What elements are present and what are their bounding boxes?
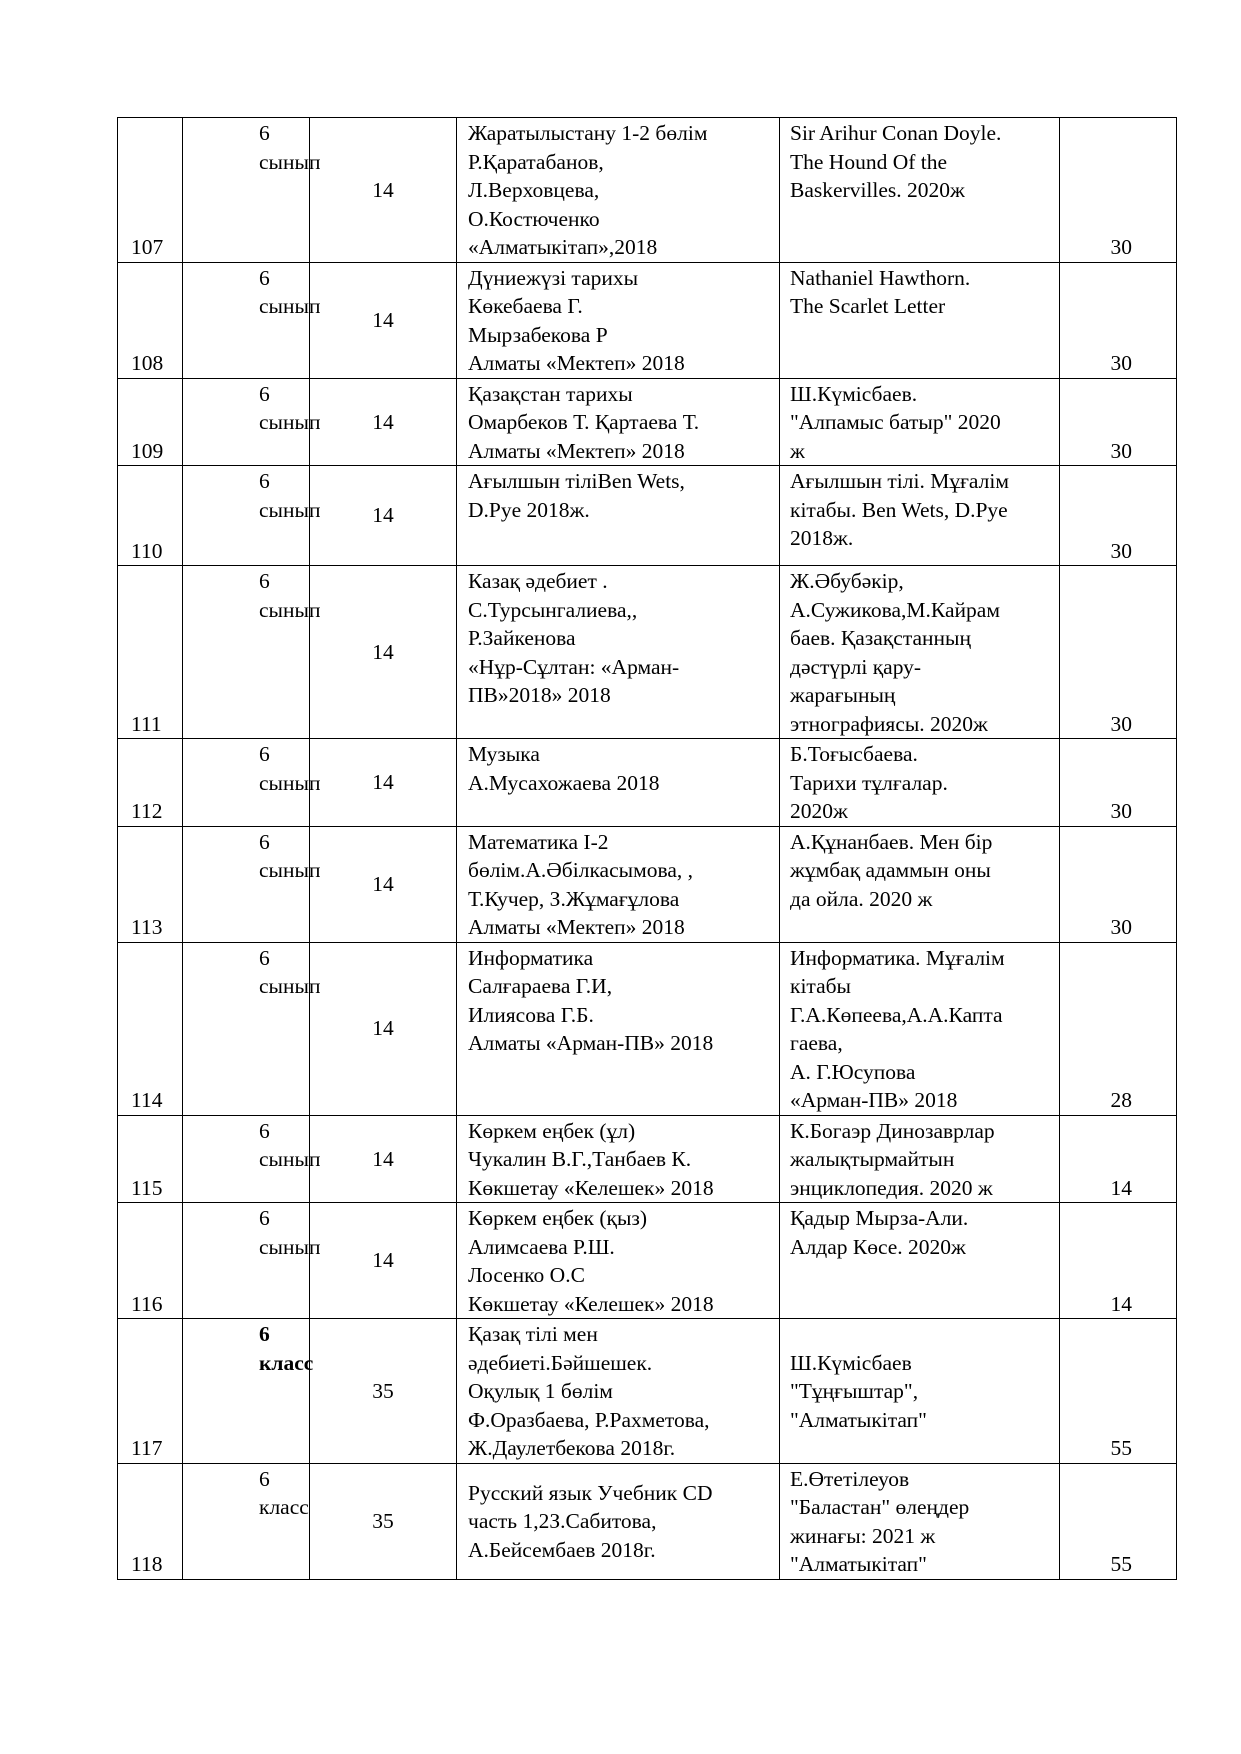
reading-book-line: Е.Өтетілеуов (790, 1466, 910, 1491)
reading-book-line: The Scarlet Letter (790, 294, 946, 318)
quantity-cell: 14 (310, 466, 457, 566)
row-number: 111 (118, 566, 183, 739)
textbook-cell (457, 1115, 780, 1203)
textbook-cell (457, 826, 780, 942)
textbook-line: Мырзабекова Р (468, 322, 608, 347)
reading-book-line: Тарихи тұлғалар. (790, 770, 948, 795)
row-number: 112 (118, 739, 183, 827)
reading-book-line: "Алпамыс батыр" 2020 (790, 410, 1001, 434)
grade-cell: 6 сынып (183, 1203, 310, 1319)
reading-book-line: К.Богаэр Динозаврлар (790, 1118, 995, 1143)
textbook-cell (457, 466, 780, 566)
quantity-cell: 14 (310, 942, 457, 1115)
reading-book-cell (780, 739, 1060, 827)
reading-book-line: А. Г.Юсупова (790, 1059, 916, 1084)
textbook-line: Т.Кучер, З.Жұмағұлова (468, 886, 680, 911)
reading-book-line: А.Сужикова,М.Кайрам (790, 597, 1000, 622)
reading-book-line: "Тұңғыштар", (790, 1379, 919, 1403)
quantity-cell: 14 (310, 378, 457, 466)
grade-cell: 6 сынып (183, 826, 310, 942)
table-row (118, 739, 1177, 827)
grade-cell: 6 сынып (183, 378, 310, 466)
row-number: 116 (118, 1203, 183, 1319)
reading-book-line: баев. Қазақстанның (790, 626, 971, 650)
quantity-cell: 35 (310, 1319, 457, 1464)
grade-cell: 6 класс (183, 1463, 310, 1579)
reading-book-line: этнографиясы. 2020ж (790, 711, 988, 736)
row-number: 118 (118, 1463, 183, 1579)
textbook-line: Көркем еңбек (қыз) (468, 1206, 648, 1230)
textbook-line: Дүниежүзі тарихы (468, 265, 639, 290)
textbook-line: О.Костюченко (468, 206, 600, 231)
row-number: 110 (118, 466, 183, 566)
reading-book-cell (780, 566, 1060, 739)
textbook-line: Казақ әдебиет . (468, 569, 608, 593)
table-row (118, 466, 1177, 566)
reading-book-line: Nathaniel Hawthorn. (790, 265, 971, 290)
reading-book-line: энциклопедия. 2020 ж (790, 1175, 993, 1200)
grade-cell: 6 сынып (183, 739, 310, 827)
textbook-line: D.Pye 2018ж. (468, 497, 590, 522)
textbook-cell (457, 118, 780, 263)
textbook-cell (457, 942, 780, 1115)
textbook-line: Алимсаева Р.Ш. (468, 1234, 615, 1259)
reading-book-line: 2020ж (790, 799, 848, 823)
grade-cell: 6 сынып (183, 566, 310, 739)
copies-cell: 14 (1060, 1203, 1177, 1319)
quantity-cell: 14 (310, 1115, 457, 1203)
reading-book-line: ж (790, 438, 805, 463)
textbook-line: Р.Қаратабанов, (468, 149, 604, 174)
reading-book-line: «Арман-ПВ» 2018 (790, 1088, 958, 1112)
reading-book-line: Ағылшын тілі. Мұғалім (790, 469, 1009, 493)
reading-book-line: Ж.Әбубәкір, (790, 569, 904, 593)
copies-cell: 30 (1060, 262, 1177, 378)
textbook-cell (457, 262, 780, 378)
textbook-cell (457, 378, 780, 466)
textbook-line: «Алматыкітап»,2018 (468, 235, 658, 259)
reading-book-cell (780, 942, 1060, 1115)
reading-book-cell (780, 262, 1060, 378)
textbook-cell (457, 566, 780, 739)
reading-book-cell (780, 826, 1060, 942)
textbook-line: Алматы «Мектеп» 2018 (468, 915, 685, 939)
textbook-line: Илиясова Г.Б. (468, 1002, 594, 1027)
textbook-line: А.Мусахожаева 2018 (468, 770, 660, 795)
copies-cell: 30 (1060, 739, 1177, 827)
table-row (118, 378, 1177, 466)
textbook-cell (457, 1463, 780, 1579)
reading-book-cell (780, 1319, 1060, 1464)
reading-book-line: "Алматыкітап" (790, 1407, 927, 1432)
grade-cell: 6 класс (183, 1319, 310, 1464)
reading-book-cell (780, 1203, 1060, 1319)
reading-book-cell (780, 378, 1060, 466)
reading-book-line: жалықтырмайтын (790, 1147, 955, 1171)
table-row (118, 566, 1177, 739)
textbook-line: Алматы «Мектеп» 2018 (468, 438, 685, 463)
textbook-line: «Нұр-Сұлтан: «Арман- (468, 654, 680, 679)
reading-book-line: Baskervilles. 2020ж (790, 178, 965, 202)
textbook-cell (457, 1203, 780, 1319)
textbook-cell (457, 739, 780, 827)
table-row (118, 262, 1177, 378)
reading-book-cell (780, 118, 1060, 263)
reading-book-line: дәстүрлі қару- (790, 654, 922, 679)
textbook-line: Ж.Даулетбекова 2018г. (468, 1436, 676, 1460)
reading-book-line: гаева, (790, 1031, 843, 1055)
table-row (118, 826, 1177, 942)
grade-cell: 6 сынып (183, 1115, 310, 1203)
table-row (118, 1463, 1177, 1579)
quantity-cell: 14 (310, 739, 457, 827)
table-row (118, 1203, 1177, 1319)
copies-cell: 30 (1060, 378, 1177, 466)
textbook-line: Лосенко О.С (468, 1263, 585, 1287)
grade-cell: 6 сынып (183, 262, 310, 378)
textbook-line: С.Турсынгалиева,, (468, 597, 638, 622)
grade-cell: 6 сынып (183, 942, 310, 1115)
textbook-line: Ф.Оразбаева, Р.Рахметова, (468, 1407, 710, 1432)
textbook-line: часть 1,2З.Сабитова, (468, 1509, 657, 1534)
copies-cell: 14 (1060, 1115, 1177, 1203)
reading-book-line: да ойла. 2020 ж (790, 886, 933, 911)
textbook-line: Көкшетау «Келешек» 2018 (468, 1175, 714, 1200)
grade-cell: 6 сынып (183, 466, 310, 566)
reading-book-line: кітабы (790, 974, 852, 998)
row-number: 114 (118, 942, 183, 1115)
reading-book-cell (780, 1115, 1060, 1203)
reading-book-line: А.Құнанбаев. Мен бір (790, 829, 993, 854)
row-number: 109 (118, 378, 183, 466)
copies-cell: 30 (1060, 466, 1177, 566)
quantity-cell: 14 (310, 262, 457, 378)
row-number: 115 (118, 1115, 183, 1203)
quantity-cell: 14 (310, 1203, 457, 1319)
reading-book-line: Информатика. Мұғалім (790, 945, 1005, 970)
reading-book-line: The Hound Of the (790, 149, 948, 174)
reading-book-line: Қадыр Мырза-Али. (790, 1206, 969, 1230)
reading-book-line: 2018ж. (790, 526, 854, 550)
reading-book-cell (780, 1463, 1060, 1579)
copies-cell: 28 (1060, 942, 1177, 1115)
textbook-line: әдебиеті.Бәйшешек. (468, 1350, 653, 1375)
reading-book-line: Алдар Көсе. 2020ж (790, 1234, 966, 1259)
textbook-line: Жаратылыстану 1-2 бөлім (468, 121, 708, 145)
textbook-line: Көкебаева Г. (468, 294, 583, 318)
textbook-line: А.Бейсембаев 2018г. (468, 1537, 656, 1562)
textbook-line: Чукалин В.Г.,Танбаев К. (468, 1147, 692, 1171)
row-number: 117 (118, 1319, 183, 1464)
textbook-cell (457, 1319, 780, 1464)
reading-book-line: "Алматыкітап" (790, 1552, 927, 1576)
table-row (118, 942, 1177, 1115)
textbook-line: Қазақ тілі мен (468, 1322, 598, 1346)
textbook-line: Музыка (468, 742, 540, 766)
copies-cell: 30 (1060, 118, 1177, 263)
reading-book-line: Sir Arihur Conan Doyle. (790, 121, 1002, 145)
reading-book-line: Ш.Күмісбаев. (790, 381, 918, 406)
textbook-line: Русский язык Учебник CD (468, 1480, 713, 1505)
reading-book-line: Г.А.Көпеева,А.А.Капта (790, 1002, 1003, 1027)
textbook-line: Алматы «Мектеп» 2018 (468, 351, 685, 375)
grade-cell: 6 сынып (183, 118, 310, 263)
textbook-line: Қазақстан тарихы (468, 381, 633, 406)
reading-book-line: кітабы. Ben Wets, D.Pye (790, 497, 1008, 522)
quantity-cell: 14 (310, 566, 457, 739)
copies-cell: 55 (1060, 1319, 1177, 1464)
quantity-cell: 14 (310, 118, 457, 263)
reading-book-line: Б.Тоғысбаева. (790, 742, 918, 766)
reading-book-line: Ш.Күмісбаев (790, 1350, 912, 1375)
textbook-line: Омарбеков Т. Қартаева Т. (468, 410, 700, 434)
textbook-line: Л.Верховцева, (468, 178, 600, 202)
reading-book-line: жинағы: 2021 ж (790, 1523, 936, 1548)
copies-cell: 30 (1060, 826, 1177, 942)
quantity-cell: 14 (310, 826, 457, 942)
copies-cell: 55 (1060, 1463, 1177, 1579)
quantity-cell: 35 (310, 1463, 457, 1579)
textbook-line: Көркем еңбек (ұл) (468, 1118, 636, 1143)
textbook-line: Алматы «Арман-ПВ» 2018 (468, 1031, 714, 1055)
textbook-line: Р.Зайкенова (468, 626, 576, 650)
row-number: 107 (118, 118, 183, 263)
reading-book-line: "Баластан" өлеңдер (790, 1495, 970, 1519)
textbook-line: бөлім.А.Әбілкасымова, , (468, 858, 693, 882)
reading-book-cell (780, 466, 1060, 566)
copies-cell: 30 (1060, 566, 1177, 739)
table-row (118, 118, 1177, 263)
table-body (118, 118, 1177, 1580)
row-number: 113 (118, 826, 183, 942)
textbook-line: Көкшетау «Келешек» 2018 (468, 1291, 714, 1316)
textbook-line: Салғараева Г.И, (468, 974, 613, 998)
reading-book-line: жарағының (790, 683, 896, 707)
textbook-line: Ағылшын тіліBen Wets, (468, 469, 685, 493)
textbook-line: Информатика (468, 945, 594, 970)
table-row (118, 1115, 1177, 1203)
textbook-line: Математика І-2 (468, 829, 609, 854)
textbook-table (117, 117, 1177, 1580)
table-row (118, 1319, 1177, 1464)
textbook-line: Оқулық 1 бөлім (468, 1379, 613, 1403)
row-number: 108 (118, 262, 183, 378)
reading-book-line: жұмбақ адаммын оны (790, 858, 991, 882)
textbook-line: ПВ»2018» 2018 (468, 683, 611, 707)
